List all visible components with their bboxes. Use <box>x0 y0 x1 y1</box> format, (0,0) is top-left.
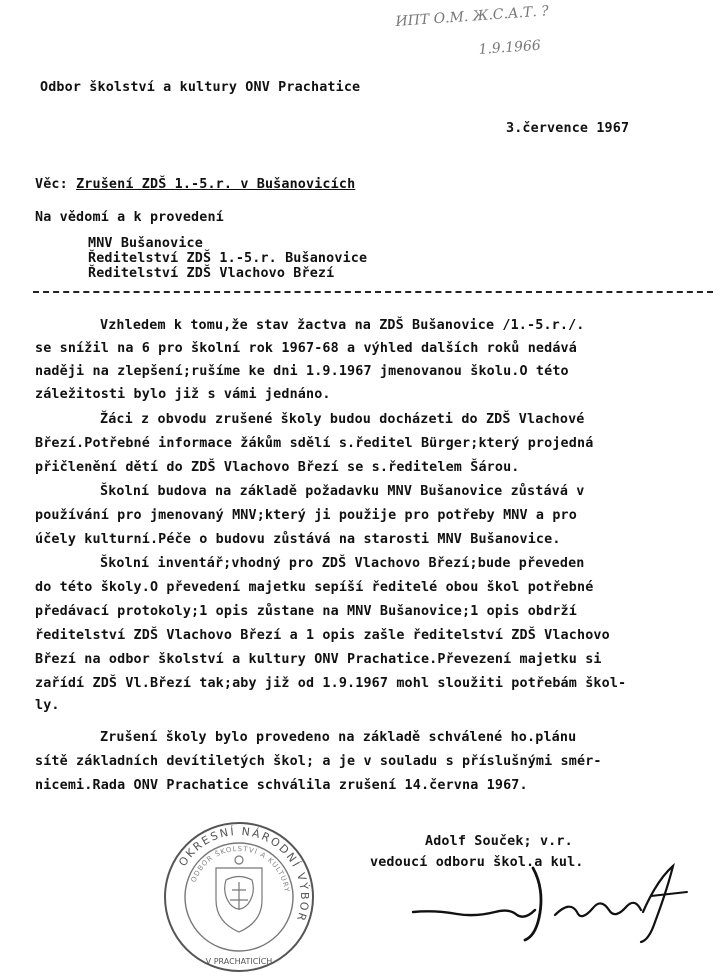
subject-line <box>35 177 355 192</box>
body-line-20: nicemi.Rada ONV Prachatice schválila zrušení 14.června 1967. <box>35 778 528 793</box>
subject-label: Věc: <box>35 177 68 192</box>
body-line-2: se snížil na 6 pro školní rok 1967-68 a výhled dalších roků nedává <box>35 341 577 356</box>
document-date: 3.července 1967 <box>506 121 630 136</box>
body-line-7: přičlenění dětí do ZDŠ Vlachovo Březí se s.ředitelem Šárou. <box>35 460 520 475</box>
body-line-10: účely kulturní.Péče o budovu zůstává na starosti MNV Bušanovice. <box>35 532 561 547</box>
body-line-8: Školní budova na základě požadavku MNV Bušanovice zůstává v <box>100 484 585 499</box>
signatory-title: vedoucí odboru škol.a kul. <box>370 855 584 870</box>
body-line-13: předávací protokoly;1 opis zůstane na MNV Bušanovice;1 opis obdrží <box>35 604 577 619</box>
body-line-18: Zrušení školy bylo provedeno na základě schválené ho.plánu <box>100 730 577 745</box>
recipient-1: MNV Bušanovice <box>88 236 203 251</box>
body-line-17: ly. <box>35 698 60 713</box>
body-line-12: do této školy.O převedení majetku sepíší ředitelé obou škol potřebné <box>35 580 594 595</box>
body-line-11: Školní inventář;vhodný pro ZDŠ Vlachovo Březí;bude převeden <box>100 556 585 571</box>
body-line-6: Březí.Potřebné informace žákům sdělí s.ředitel Bürger;který projedná <box>35 436 594 451</box>
handwritten-note-line1: ИПТ О.М. Ж.С.А.Т. ? <box>395 3 550 30</box>
subject-text: Zrušení ZDŠ 1.-5.r. v Bušanovicích <box>76 177 356 192</box>
signatory-name: Adolf Souček; v.r. <box>425 834 573 849</box>
body-line-5: Žáci z obvodu zrušené školy budou docházeti do ZDŠ Vlachové <box>100 412 585 427</box>
recipient-2: Ředitelství ZDŠ 1.-5.r. Bušanovice <box>88 251 368 266</box>
stamp-bottom-text: V PRACHATICÍCH <box>205 957 273 966</box>
office-header: Odbor školství a kultury ONV Prachatice <box>40 80 361 95</box>
distribution-heading: Na vědomí a k provedení <box>35 210 224 225</box>
recipient-3: Ředitelství ZDŠ Vlachovo Březí <box>88 266 335 281</box>
body-line-16: zařídí ZDŠ Vl.Březí tak;aby již od 1.9.1967 mohl sloužiti potřebám škol- <box>35 676 627 691</box>
separator-rule <box>33 291 713 293</box>
round-stamp <box>160 818 318 976</box>
body-line-14: ředitelství ZDŠ Vlachovo Březí a 1 opis zašle ředitelství ZDŠ Vlachovo <box>35 628 610 643</box>
stamp-inner-text: ODBOR ŠKOLSTVÍ A KULTURY <box>189 844 291 894</box>
body-line-3: naději na zlepšení;rušíme ke dni 1.9.1967 jmenovanou školu.O této <box>35 364 569 379</box>
handwritten-note-line2: 1.9.1966 <box>478 37 542 58</box>
body-line-9: používání pro jmenovaný MNV;který ji použije pro potřeby MNV a pro <box>35 508 577 523</box>
stamp-ring-text: OKRESNÍ NÁRODNÍ VÝBOR <box>176 824 312 925</box>
handwritten-signature <box>405 860 695 945</box>
stamp-emblem-icon <box>216 856 262 932</box>
body-line-19: sítě základních devítiletých škol; a je v souladu s příslušnými smér- <box>35 754 602 769</box>
body-line-4: záležitosti bylo již s vámi jednáno. <box>35 387 331 402</box>
body-line-15: Březí na odbor školství a kultury ONV Prachatice.Převezení majetku si <box>35 652 602 667</box>
body-line-1: Vzhledem k tomu,že stav žactva na ZDŠ Bušanovice /1.-5.r./. <box>100 318 585 333</box>
